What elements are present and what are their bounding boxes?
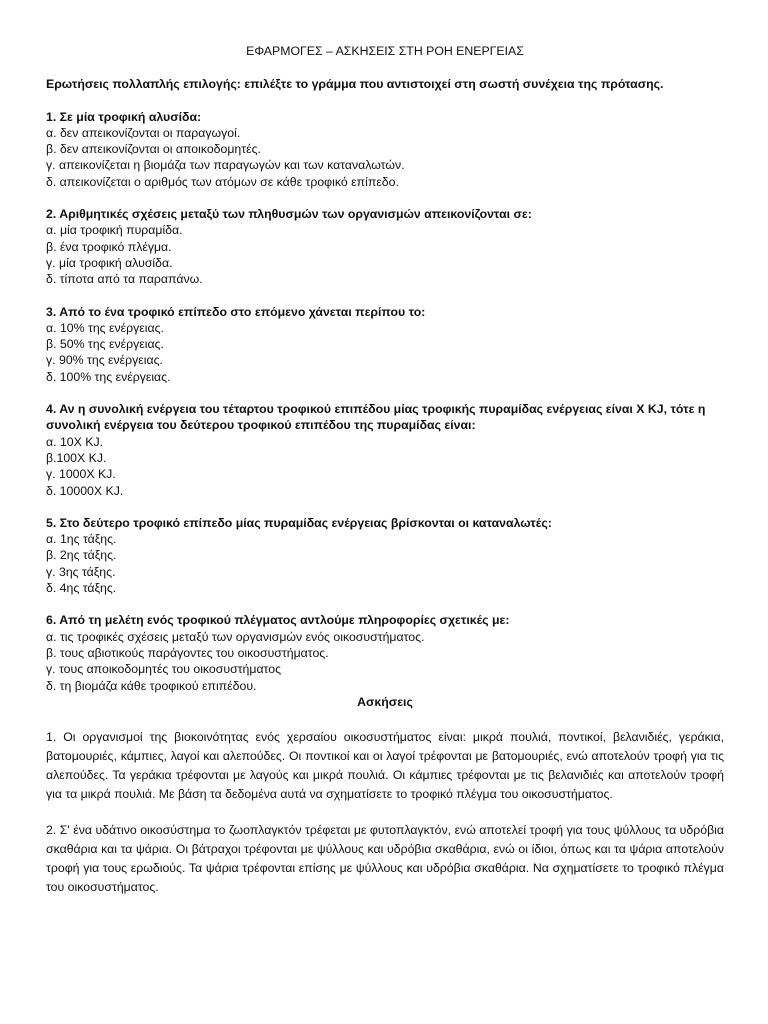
exercise-2: 2. Σ' ένα υδάτινο οικοσύστημα το ζωοπλαγκτόν τρέφεται με φυτοπλαγκτόν, ενώ αποτελεί τροφή για τους ψύλλους τα υδρόβια σκαθάρια και τα ψάρια. Οι βάτραχοι τρέφονται με ψύλλους και υδρόβια σκαθάρια, ενώ οι ίδιοι, όπως και τα ψάρια αποτελούν τροφή για τους ερωδιούς. Τα ψάρια τρέφονται επίσης με ψύλλους και υδρόβια σκαθάρια. Να σχηματίσετε το τροφικό πλέγμα του οικοσυστήματος. (46, 823, 724, 895)
instructions: Ερωτήσεις πολλαπλής επιλογής: επιλέξτε το γράμμα που αντιστοιχεί στη σωστή συνέχεια της πρότασης. (46, 77, 664, 92)
option-c: γ. 3ης τάξης. (46, 564, 116, 579)
exercise-1: 1. Οι οργανισμοί της βιοκοινότητας ενός χερσαίου οικοσυστήματος είναι: μικρά πουλιά, ποντικοί, βελανιδιές, γεράκια, βατομουριές, κάμπιες, λαγοί και αλεπούδες. Οι ποντικοί και οι λαγοί τρέφονται με βατομουριές, ενώ αποτελούν τροφή για τις αλεπούδες. Τα γεράκια τρέφονται με λαγούς και μικρά πουλιά. Οι κάμπιες τρέφονται με τις βελανιδιές και αποτελούν τροφή για τα μικρά πουλιά. Με βάση τα δεδομένα αυτά να σχηματίσετε το τροφικό πλέγμα του οικοσυστήματος. (46, 730, 724, 802)
option-c: γ. μία τροφική αλυσίδα. (46, 255, 173, 270)
option-b: β. 50% της ενέργειας. (46, 337, 164, 352)
question-text: 1. Σε μία τροφική αλυσίδα: (46, 109, 202, 124)
option-b: β. τους αβιοτικούς παράγοντες του οικοσυστήματος. (46, 645, 329, 660)
option-d: δ. 100% της ενέργειας. (46, 369, 171, 384)
option-d: δ. 10000Χ KJ. (46, 483, 124, 498)
document-page (46, 43, 724, 897)
option-d: δ. τη βιομάζα κάθε τροφικού επιπέδου. (46, 678, 257, 693)
option-a: α. 10% της ενέργειας. (46, 320, 164, 335)
option-d: δ. 4ης τάξης. (46, 581, 117, 596)
option-c: γ. 90% της ενέργειας. (46, 353, 163, 368)
question-text: 6. Από τη μελέτη ενός τροφικού πλέγματος αντλούμε πληροφορίες σχετικές με: (46, 613, 510, 628)
question-2 (46, 206, 724, 287)
option-a: α. δεν απεικονίζονται οι παραγωγοί. (46, 125, 241, 140)
question-text: 2. Αριθμητικές σχέσεις μεταξύ των πληθυσμών των οργανισμών απεικονίζονται σε: (46, 207, 532, 222)
option-c: γ. 1000Χ KJ. (46, 467, 116, 482)
option-c: γ. απεικονίζεται η βιομάζα των παραγωγών και των καταναλωτών. (46, 158, 405, 173)
option-d: δ. απεικονίζεται ο αριθμός των ατόμων σε κάθε τροφικό επίπεδο. (46, 174, 399, 189)
question-text: 3. Από το ένα τροφικό επίπεδο στο επόμενο χάνεται περίπου το: (46, 304, 426, 319)
exercises-heading: Ασκήσεις (357, 694, 413, 709)
option-a: α. μία τροφική πυραμίδα. (46, 223, 183, 238)
option-a: α. 1ης τάξης. (46, 532, 117, 547)
option-a: α. τις τροφικές σχέσεις μεταξύ των οργανισμών ενός οικοσυστήματος. (46, 629, 425, 644)
option-b: β. ένα τροφικό πλέγμα. (46, 239, 172, 254)
document-title: ΕΦΑΡΜΟΓΕΣ – ΑΣΚΗΣΕΙΣ ΣΤΗ ΡΟΗ ΕΝΕΡΓΕΙΑΣ (246, 44, 524, 58)
option-b: β. 2ης τάξης. (46, 548, 117, 563)
option-a: α. 10Χ KJ. (46, 434, 104, 449)
question-6 (46, 612, 724, 693)
question-1 (46, 109, 724, 190)
option-b: β. δεν απεικονίζονται οι αποικοδομητές. (46, 142, 261, 157)
question-text: 4. Αν η συνολική ενέργεια του τέταρτου τροφικού επιπέδου μίας τροφικής πυραμίδας ενέργειας είναι Χ KJ, τότε η συνολική ενέργεια του δεύτερου τροφικού επιπέδου της πυραμίδας είναι: (46, 402, 706, 433)
option-c: γ. τους αποικοδομητές του οικοσυστήματος (46, 662, 282, 677)
option-d: δ. τίποτα από τα παραπάνω. (46, 272, 203, 287)
question-5 (46, 515, 724, 596)
question-4 (46, 401, 724, 499)
option-b: β.100Χ KJ. (46, 450, 107, 465)
question-text: 5. Στο δεύτερο τροφικό επίπεδο μίας πυραμίδας ενέργειας βρίσκονται οι καταναλωτές: (46, 515, 552, 530)
question-3 (46, 304, 724, 385)
